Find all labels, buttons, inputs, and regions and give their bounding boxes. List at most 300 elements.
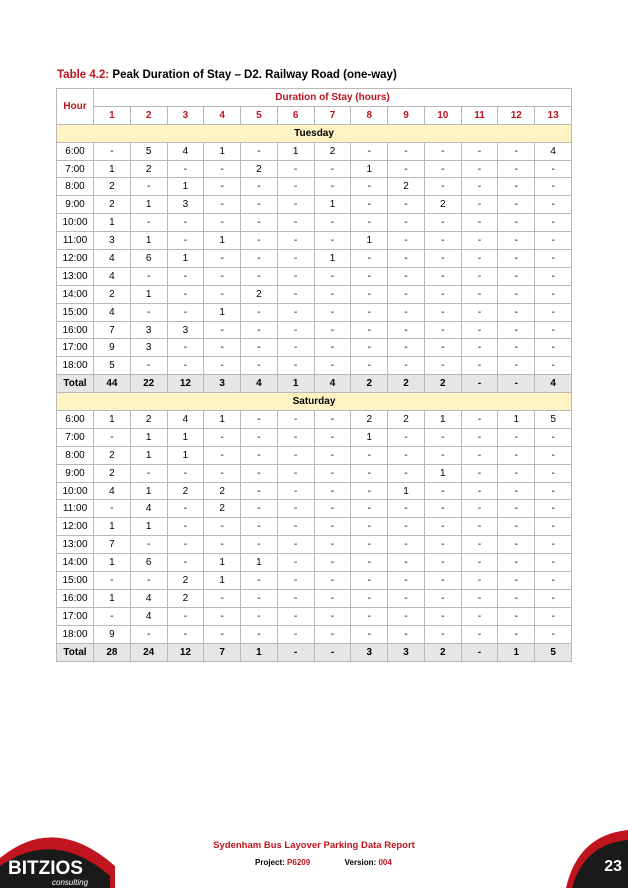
table-cell: - (388, 339, 425, 357)
table-cell: - (388, 572, 425, 590)
table-cell: - (314, 464, 351, 482)
table-cell: - (204, 339, 241, 357)
total-cell: 3 (351, 643, 388, 661)
table-cell: - (351, 518, 388, 536)
table-row (57, 250, 572, 268)
table-cell: - (314, 178, 351, 196)
hour-cell: 6:00 (57, 411, 94, 429)
table-cell: 4 (130, 589, 167, 607)
table-cell: - (388, 428, 425, 446)
table-cell: 2 (424, 196, 461, 214)
total-cell: 1 (277, 375, 314, 393)
table-cell: - (167, 554, 204, 572)
table-cell: - (424, 357, 461, 375)
table-cell: 2 (241, 285, 278, 303)
table-cell: - (241, 536, 278, 554)
table-row (57, 214, 572, 232)
table-cell: - (351, 589, 388, 607)
hour-cell: 8:00 (57, 446, 94, 464)
total-cell: - (461, 643, 498, 661)
total-cell: 5 (535, 643, 572, 661)
total-cell: 4 (314, 375, 351, 393)
table-cell: - (130, 536, 167, 554)
hour-cell: 15:00 (57, 572, 94, 590)
table-cell: 1 (167, 428, 204, 446)
table-row (57, 482, 572, 500)
table-cell: - (351, 196, 388, 214)
table-cell: 1 (130, 232, 167, 250)
hour-cell: 14:00 (57, 285, 94, 303)
table-cell: - (94, 607, 131, 625)
table-cell: 2 (204, 500, 241, 518)
total-cell: 7 (204, 643, 241, 661)
table-cell: - (241, 589, 278, 607)
table-cell: - (351, 357, 388, 375)
table-cell: - (277, 446, 314, 464)
table-cell: 1 (314, 250, 351, 268)
table-cell: - (314, 500, 351, 518)
table-cell: 1 (204, 142, 241, 160)
table-cell: 4 (130, 500, 167, 518)
table-cell: 1 (351, 232, 388, 250)
table-cell: - (535, 464, 572, 482)
table-cell: - (424, 339, 461, 357)
table-cell: - (277, 536, 314, 554)
total-cell: 2 (424, 643, 461, 661)
table-cell: 1 (314, 196, 351, 214)
table-cell: - (130, 178, 167, 196)
table-cell: - (388, 232, 425, 250)
table-cell: 1 (94, 554, 131, 572)
table-cell: - (241, 142, 278, 160)
column-header: 4 (204, 106, 241, 124)
table-cell: - (461, 357, 498, 375)
table-cell: - (388, 214, 425, 232)
hour-cell: 16:00 (57, 321, 94, 339)
table-cell: - (498, 518, 535, 536)
table-cell: - (241, 500, 278, 518)
table-cell: - (167, 357, 204, 375)
table-cell: 1 (130, 518, 167, 536)
column-header-row (57, 106, 572, 124)
table-cell: - (498, 303, 535, 321)
table-cell: - (388, 464, 425, 482)
table-row (57, 572, 572, 590)
table-cell: - (314, 554, 351, 572)
project-value: P6209 (287, 858, 311, 867)
table-cell: 3 (130, 321, 167, 339)
table-cell: - (94, 572, 131, 590)
table-cell: - (167, 607, 204, 625)
table-cell: - (424, 446, 461, 464)
column-header: 2 (130, 106, 167, 124)
table-cell: 1 (351, 428, 388, 446)
table-cell: - (314, 267, 351, 285)
table-cell: - (277, 411, 314, 429)
table-cell: - (424, 250, 461, 268)
total-cell: - (277, 643, 314, 661)
day-section-row (57, 124, 572, 142)
table-cell: - (277, 357, 314, 375)
table-cell: 1 (204, 572, 241, 590)
table-cell: 9 (94, 625, 131, 643)
table-cell: - (204, 196, 241, 214)
table-cell: 2 (94, 196, 131, 214)
table-cell: - (388, 446, 425, 464)
day-section-row (57, 393, 572, 411)
table-cell: - (314, 589, 351, 607)
table-cell: - (461, 572, 498, 590)
table-cell: 2 (241, 160, 278, 178)
table-cell: - (167, 518, 204, 536)
column-header: 7 (314, 106, 351, 124)
table-cell: - (167, 285, 204, 303)
table-cell: - (461, 500, 498, 518)
table-cell: - (204, 446, 241, 464)
table-cell: - (388, 267, 425, 285)
table-cell: - (204, 607, 241, 625)
table-cell: 2 (130, 411, 167, 429)
table-cell: - (388, 321, 425, 339)
table-cell: - (241, 303, 278, 321)
table-cell: - (388, 357, 425, 375)
table-cell: - (535, 446, 572, 464)
table-cell: - (351, 536, 388, 554)
hour-cell: 16:00 (57, 589, 94, 607)
table-cell: - (498, 196, 535, 214)
table-cell: - (204, 536, 241, 554)
table-cell: - (498, 428, 535, 446)
table-cell: - (314, 518, 351, 536)
table-cell: - (535, 178, 572, 196)
table-cell: 1 (130, 482, 167, 500)
table-cell: - (535, 339, 572, 357)
hour-cell: 9:00 (57, 196, 94, 214)
table-cell: - (535, 160, 572, 178)
table-cell: - (461, 589, 498, 607)
table-cell: - (277, 554, 314, 572)
total-cell: 2 (388, 375, 425, 393)
table-row (57, 500, 572, 518)
duration-header: Duration of Stay (hours) (94, 89, 572, 107)
table-cell: 3 (167, 196, 204, 214)
table-cell: - (424, 554, 461, 572)
hour-cell: 15:00 (57, 303, 94, 321)
table-cell: - (388, 607, 425, 625)
total-cell: 3 (388, 643, 425, 661)
table-row (57, 160, 572, 178)
table-cell: - (167, 232, 204, 250)
hour-cell: 6:00 (57, 142, 94, 160)
table-cell: - (535, 232, 572, 250)
total-label: Total (57, 643, 94, 661)
table-cell: - (314, 536, 351, 554)
table-cell: - (424, 428, 461, 446)
table-cell: 3 (94, 232, 131, 250)
table-cell: - (424, 285, 461, 303)
table-cell: - (241, 482, 278, 500)
table-cell: - (314, 321, 351, 339)
table-cell: - (498, 625, 535, 643)
table-cell: - (461, 267, 498, 285)
table-row (57, 142, 572, 160)
table-cell: 2 (388, 178, 425, 196)
table-cell: - (424, 607, 461, 625)
table-cell: - (314, 214, 351, 232)
table-cell: 1 (130, 446, 167, 464)
column-header: 10 (424, 106, 461, 124)
table-cell: - (388, 554, 425, 572)
table-cell: - (424, 214, 461, 232)
table-cell: - (241, 464, 278, 482)
table-cell: - (204, 589, 241, 607)
table-cell: 3 (130, 339, 167, 357)
table-cell: 1 (204, 411, 241, 429)
table-cell: 4 (94, 267, 131, 285)
table-cell: - (388, 250, 425, 268)
table-cell: - (94, 500, 131, 518)
table-cell: 1 (351, 160, 388, 178)
table-cell: 1 (204, 303, 241, 321)
table-cell: - (388, 285, 425, 303)
table-cell: - (277, 339, 314, 357)
table-row (57, 464, 572, 482)
table-cell: 1 (388, 482, 425, 500)
table-cell: - (351, 250, 388, 268)
table-cell: 2 (94, 178, 131, 196)
table-cell: - (424, 142, 461, 160)
total-cell: - (461, 375, 498, 393)
hour-cell: 13:00 (57, 536, 94, 554)
table-cell: 6 (130, 554, 167, 572)
logo-tagline: consulting (52, 878, 89, 887)
table-cell: 1 (241, 554, 278, 572)
table-cell: - (424, 303, 461, 321)
table-cell: - (277, 303, 314, 321)
table-cell: - (461, 554, 498, 572)
table-cell: 1 (277, 142, 314, 160)
table-cell: 2 (167, 482, 204, 500)
table-cell: - (388, 518, 425, 536)
table-cell: 1 (130, 428, 167, 446)
table-cell: - (351, 625, 388, 643)
table-cell: 1 (94, 411, 131, 429)
table-cell: - (388, 536, 425, 554)
table-cell: 4 (94, 303, 131, 321)
total-cell: 44 (94, 375, 131, 393)
logo-text: BITZIOS (8, 858, 83, 879)
table-cell: - (241, 232, 278, 250)
table-cell: - (167, 625, 204, 643)
hour-cell: 12:00 (57, 518, 94, 536)
project-label: Project: (255, 858, 285, 867)
table-cell: - (461, 321, 498, 339)
table-cell: - (498, 142, 535, 160)
day-label: Saturday (57, 393, 572, 411)
table-cell: 1 (94, 518, 131, 536)
table-cell: - (314, 357, 351, 375)
table-cell: - (424, 589, 461, 607)
table-cell: - (204, 267, 241, 285)
version-value: 004 (378, 858, 392, 867)
table-cell: - (535, 572, 572, 590)
total-cell: 24 (130, 643, 167, 661)
table-cell: - (277, 518, 314, 536)
table-cell: 6 (130, 250, 167, 268)
table-row (57, 625, 572, 643)
total-cell: - (314, 643, 351, 661)
table-cell: - (277, 250, 314, 268)
column-header: 11 (461, 106, 498, 124)
table-cell: - (498, 267, 535, 285)
table-cell: - (461, 232, 498, 250)
table-cell: - (204, 464, 241, 482)
hour-cell: 17:00 (57, 607, 94, 625)
table-cell: - (351, 339, 388, 357)
table-cell: 7 (94, 321, 131, 339)
table-cell: - (388, 196, 425, 214)
table-cell: 1 (167, 178, 204, 196)
table-cell: 2 (388, 411, 425, 429)
table-cell: - (351, 214, 388, 232)
table-cell: - (461, 303, 498, 321)
table-cell: - (351, 572, 388, 590)
table-cell: - (167, 303, 204, 321)
table-cell: - (204, 357, 241, 375)
table-cell: - (498, 536, 535, 554)
table-cell: - (498, 285, 535, 303)
table-title: Peak Duration of Stay – D2. Railway Road (one-way) (112, 69, 397, 81)
table-cell: - (241, 625, 278, 643)
table-row (57, 518, 572, 536)
table-row (57, 339, 572, 357)
table-cell: - (167, 160, 204, 178)
table-cell: - (424, 232, 461, 250)
table-cell: - (535, 250, 572, 268)
table-row (57, 446, 572, 464)
table-cell: - (535, 625, 572, 643)
table-cell: 5 (535, 411, 572, 429)
table-cell: 4 (535, 142, 572, 160)
table-cell: - (204, 160, 241, 178)
table-row (57, 321, 572, 339)
table-cell: - (424, 160, 461, 178)
table-cell: - (277, 232, 314, 250)
table-cell: 4 (167, 142, 204, 160)
table-row (57, 267, 572, 285)
table-cell: - (241, 321, 278, 339)
table-cell: - (204, 214, 241, 232)
hour-cell: 7:00 (57, 160, 94, 178)
table-cell: - (277, 214, 314, 232)
table-cell: - (351, 607, 388, 625)
table-cell: - (498, 232, 535, 250)
table-cell: 1 (94, 214, 131, 232)
table-cell: 1 (94, 589, 131, 607)
hour-cell: 17:00 (57, 339, 94, 357)
table-cell: 1 (204, 554, 241, 572)
table-cell: - (424, 482, 461, 500)
table-cell: 9 (94, 339, 131, 357)
table-cell: 1 (424, 464, 461, 482)
table-cell: - (241, 411, 278, 429)
table-cell: - (241, 250, 278, 268)
table-caption (57, 69, 397, 81)
total-cell: 2 (424, 375, 461, 393)
table-cell: - (277, 625, 314, 643)
table-cell: 5 (130, 142, 167, 160)
column-header: 1 (94, 106, 131, 124)
hour-cell: 10:00 (57, 482, 94, 500)
table-cell: - (388, 160, 425, 178)
total-cell: 22 (130, 375, 167, 393)
table-cell: 1 (167, 446, 204, 464)
table-cell: - (498, 214, 535, 232)
table-cell: - (351, 178, 388, 196)
table-cell: - (461, 142, 498, 160)
table-cell: - (314, 285, 351, 303)
hour-header: Hour (57, 89, 94, 125)
column-header: 8 (351, 106, 388, 124)
total-row (57, 643, 572, 661)
table-cell: - (167, 464, 204, 482)
table-cell: 4 (94, 482, 131, 500)
hour-cell: 11:00 (57, 500, 94, 518)
table-cell: - (130, 625, 167, 643)
page-number: 23 (604, 858, 622, 875)
table-cell: - (314, 428, 351, 446)
table-cell: - (277, 178, 314, 196)
table-cell: - (535, 303, 572, 321)
table-cell: 1 (167, 250, 204, 268)
table-cell: 2 (204, 482, 241, 500)
hour-cell: 12:00 (57, 250, 94, 268)
table-row (57, 285, 572, 303)
table-cell: - (204, 250, 241, 268)
table-cell: - (94, 428, 131, 446)
table-cell: - (498, 607, 535, 625)
table-cell: - (535, 589, 572, 607)
total-cell: 1 (241, 643, 278, 661)
total-row (57, 375, 572, 393)
table-cell: - (535, 607, 572, 625)
table-cell: - (351, 446, 388, 464)
table-cell: - (498, 339, 535, 357)
table-cell: - (351, 464, 388, 482)
table-cell: - (277, 285, 314, 303)
hour-cell: 10:00 (57, 214, 94, 232)
table-cell: - (498, 554, 535, 572)
table-row (57, 357, 572, 375)
table-cell: - (130, 214, 167, 232)
table-cell: - (498, 178, 535, 196)
table-cell: - (424, 518, 461, 536)
table-cell: - (424, 625, 461, 643)
table-cell: - (424, 267, 461, 285)
table-cell: - (424, 572, 461, 590)
table-row (57, 196, 572, 214)
table-cell: - (314, 625, 351, 643)
table-cell: - (424, 178, 461, 196)
table-cell: 1 (498, 411, 535, 429)
table-cell: 1 (130, 196, 167, 214)
table-cell: - (498, 321, 535, 339)
table-cell: 2 (94, 446, 131, 464)
table-cell: - (351, 142, 388, 160)
table-cell: - (535, 267, 572, 285)
table-cell: - (351, 267, 388, 285)
total-cell: 1 (498, 643, 535, 661)
